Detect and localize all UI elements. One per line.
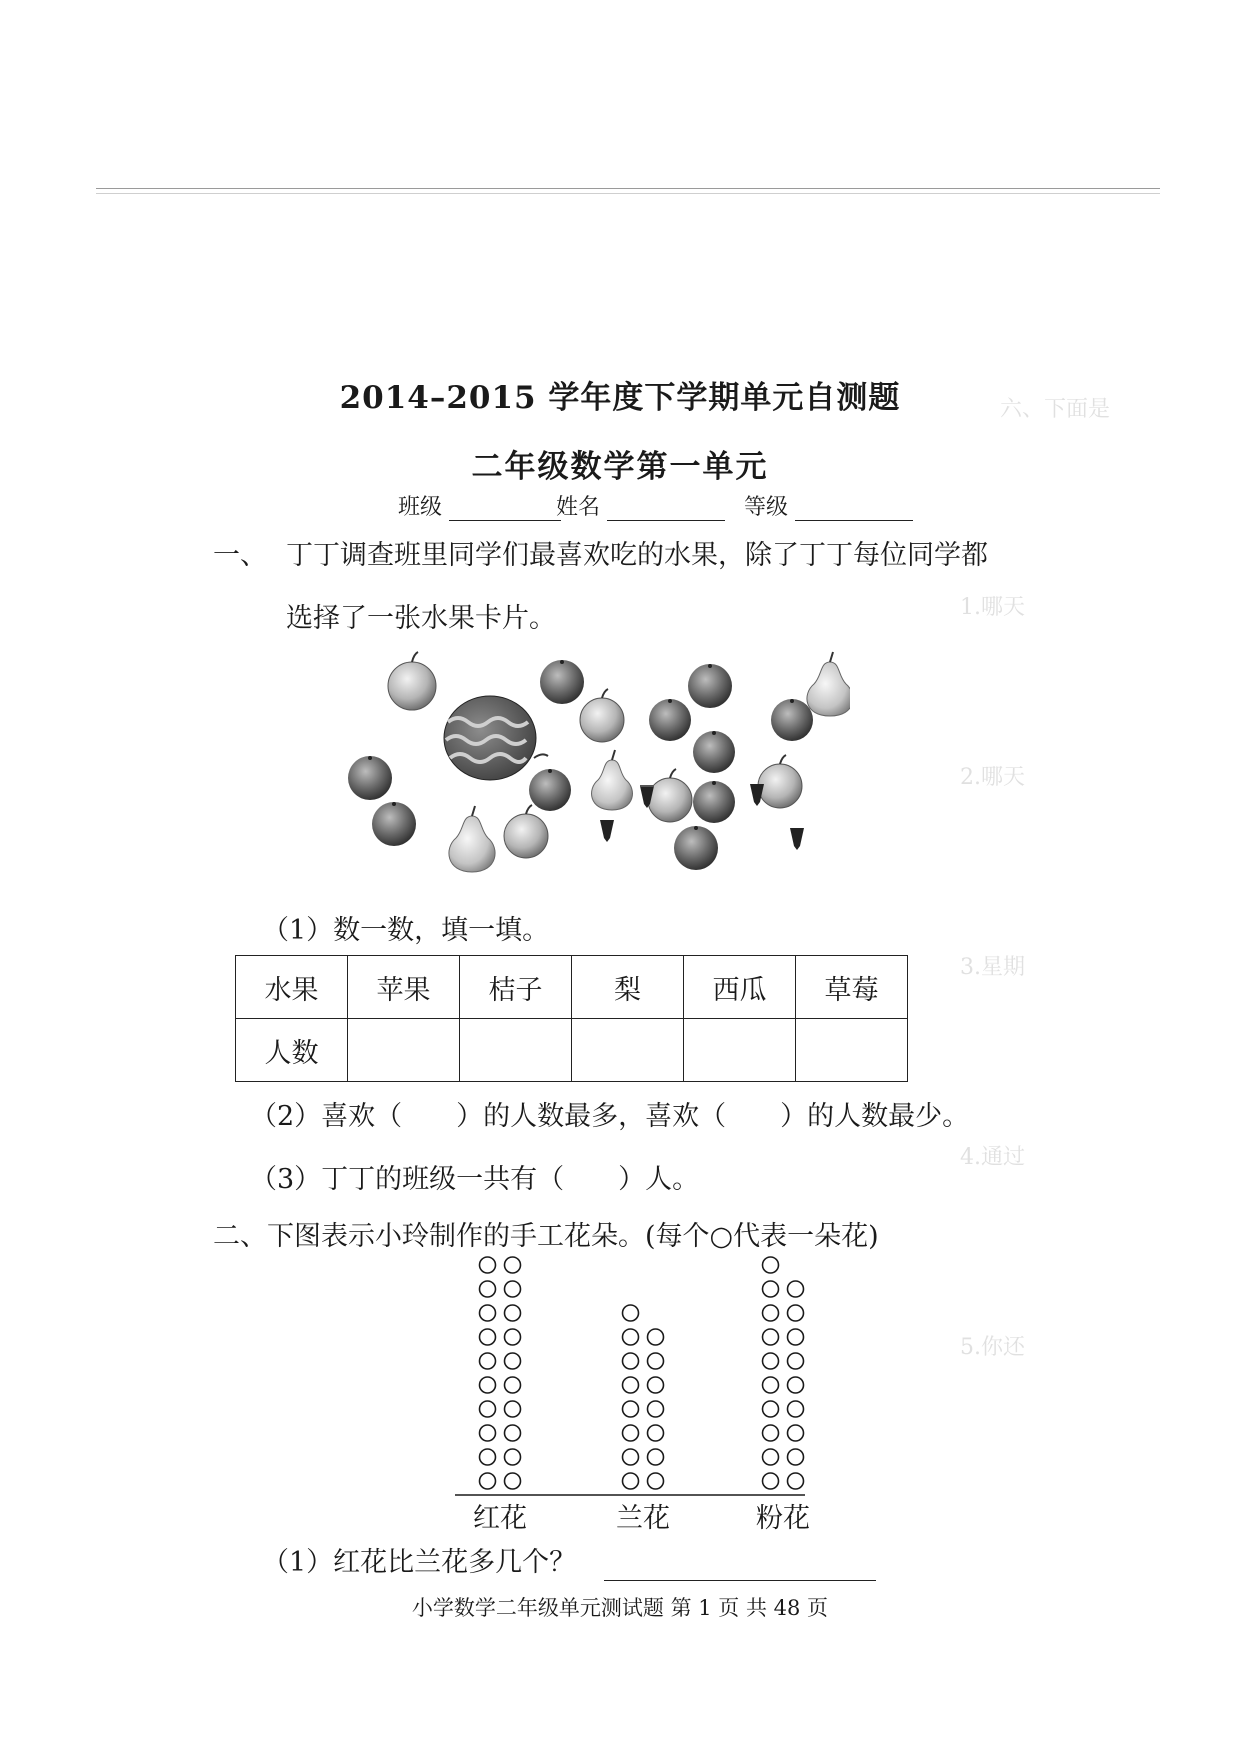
section1-q3: （3）丁丁的班级一共有（ ）人。 [250, 1164, 700, 1195]
count-blank-pear[interactable] [572, 1019, 684, 1082]
flower-circle [505, 1449, 521, 1465]
name-blank[interactable] [607, 498, 725, 521]
flower-circle [648, 1449, 664, 1465]
page-footer: 小学数学二年级单元测试题 第 1 页 共 48 页 [411, 1596, 829, 1620]
bleed-through-text: 4.通过 [960, 1145, 1025, 1170]
flower-circle [648, 1353, 664, 1369]
grade-blank[interactable] [795, 498, 913, 521]
apple-icon [388, 652, 436, 710]
table-row-fruits [236, 956, 908, 1019]
page-title: 2014–2015 学年度下学期单元自测题 [339, 380, 901, 416]
table-row-counts [236, 1019, 908, 1082]
flower-circle [480, 1305, 496, 1321]
class-blank[interactable] [449, 498, 561, 521]
bleed-through-text: 1.哪天 [960, 595, 1025, 620]
flower-circle [788, 1329, 804, 1345]
bleed-through-text: 六、下面是 [1000, 397, 1111, 422]
flower-circle [763, 1305, 779, 1321]
watermelon-icon [444, 696, 548, 780]
apple-icon [648, 769, 692, 822]
flower-circle [648, 1401, 664, 1417]
flower-circle [788, 1401, 804, 1417]
table-cell-apple: 苹果 [348, 956, 460, 1019]
fruit-count-table [235, 955, 908, 1082]
strawberry-icon [600, 820, 614, 842]
flower-circle [763, 1281, 779, 1297]
orange-icon [529, 769, 571, 811]
orange-icon [372, 802, 416, 846]
section1-q1: （1）数一数，填一填。 [262, 915, 550, 946]
flower-circle [788, 1473, 804, 1489]
flower-circle [505, 1305, 521, 1321]
grade-label: 等级 [744, 495, 789, 520]
flower-circle [480, 1329, 496, 1345]
answer-line[interactable] [604, 1580, 876, 1581]
flower-circle [648, 1329, 664, 1345]
name-label: 姓名 [556, 495, 601, 520]
flower-circle [788, 1449, 804, 1465]
flower-circle [623, 1449, 639, 1465]
grade-field [744, 490, 913, 521]
table-cell-watermelon: 西瓜 [684, 956, 796, 1019]
section2-text: 二、下图表示小玲制作的手工花朵。(每个○代表一朵花) [213, 1221, 879, 1252]
flower-circle [505, 1377, 521, 1393]
flower-circle [505, 1353, 521, 1369]
flower-circle [480, 1449, 496, 1465]
flower-circle [505, 1281, 521, 1297]
flower-circle [480, 1401, 496, 1417]
flower-circle [480, 1281, 496, 1297]
flower-circle [763, 1353, 779, 1369]
table-cell-strawberry: 草莓 [796, 956, 908, 1019]
flower-circle [788, 1305, 804, 1321]
orange-icon [348, 756, 392, 800]
apple-icon [758, 755, 802, 808]
flower-circle [763, 1449, 779, 1465]
flower-circle [623, 1401, 639, 1417]
flower-circle [505, 1473, 521, 1489]
scan-edge-line [96, 193, 1160, 194]
bleed-through-text: 2.哪天 [960, 765, 1025, 790]
flower-circle [505, 1425, 521, 1441]
category-label: 粉花 [756, 1503, 810, 1534]
orange-icon [674, 826, 718, 870]
orange-icon [649, 699, 691, 741]
apple-icon [580, 689, 624, 742]
flower-circle [623, 1425, 639, 1441]
count-blank-orange[interactable] [460, 1019, 572, 1082]
table-cell-pear: 梨 [572, 956, 684, 1019]
flower-circle [505, 1401, 521, 1417]
flower-circle [623, 1377, 639, 1393]
flower-circle [788, 1425, 804, 1441]
category-label: 红花 [473, 1503, 527, 1534]
table-header-count: 人数 [236, 1019, 348, 1082]
orange-icon [693, 781, 735, 823]
page-subtitle: 二年级数学第一单元 [471, 449, 769, 485]
flower-circle [763, 1401, 779, 1417]
name-field [556, 490, 725, 521]
orange-icon [771, 699, 813, 741]
class-label: 班级 [398, 495, 443, 520]
pear-icon [807, 652, 850, 716]
flower-pictograph [450, 1245, 810, 1545]
flower-circle [788, 1281, 804, 1297]
flower-circle [763, 1329, 779, 1345]
flower-circle [623, 1353, 639, 1369]
flower-circle [505, 1329, 521, 1345]
count-blank-apple[interactable] [348, 1019, 460, 1082]
flower-circle [648, 1377, 664, 1393]
pear-icon [592, 750, 633, 810]
flower-circle [623, 1473, 639, 1489]
flower-circle [788, 1377, 804, 1393]
flower-circle [480, 1425, 496, 1441]
table-header-fruit: 水果 [236, 956, 348, 1019]
class-field [398, 490, 561, 521]
bleed-through-text: 3.星期 [960, 955, 1025, 980]
section1-text-line2: 选择了一张水果卡片。 [286, 603, 556, 634]
table-cell-orange: 桔子 [460, 956, 572, 1019]
orange-icon [688, 664, 732, 708]
flower-circle [505, 1257, 521, 1273]
flower-circle [480, 1473, 496, 1489]
section1-number: 一、 [213, 540, 267, 571]
flower-circle [763, 1425, 779, 1441]
pear-icon [449, 806, 495, 872]
flower-circle [480, 1377, 496, 1393]
flower-circle [763, 1257, 779, 1273]
section2-q1: （1）红花比兰花多几个？ [262, 1547, 577, 1578]
count-blank-strawberry[interactable] [796, 1019, 908, 1082]
flower-circle [480, 1353, 496, 1369]
strawberry-icon [790, 828, 804, 850]
flower-circle [623, 1305, 639, 1321]
orange-icon [693, 731, 735, 773]
orange-icon [540, 660, 584, 704]
section1-text-line1: 丁丁调查班里同学们最喜欢吃的水果，除了丁丁每位同学都 [286, 540, 988, 571]
flower-circle [480, 1257, 496, 1273]
scan-edge-line [96, 188, 1160, 189]
flower-circle [763, 1473, 779, 1489]
bleed-through-text: 5.你还 [960, 1335, 1025, 1360]
flower-circle [648, 1473, 664, 1489]
apple-icon [504, 805, 548, 858]
flower-circle [788, 1353, 804, 1369]
flower-circle [623, 1329, 639, 1345]
category-label: 兰花 [616, 1503, 670, 1534]
flower-circle [763, 1377, 779, 1393]
flower-circle [648, 1425, 664, 1441]
section1-q2: （2）喜欢（ ）的人数最多，喜欢（ ）的人数最少。 [250, 1101, 970, 1132]
count-blank-watermelon[interactable] [684, 1019, 796, 1082]
fruit-cards-illustration [330, 648, 850, 878]
